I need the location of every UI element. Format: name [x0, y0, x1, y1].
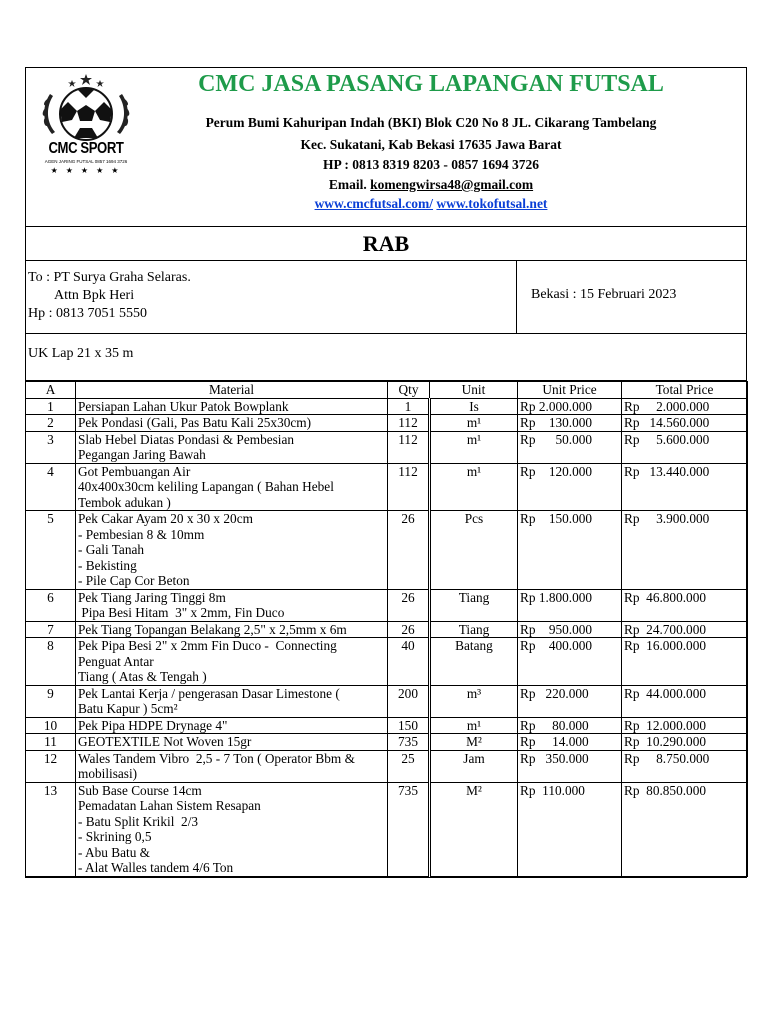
table-header-row [26, 382, 748, 399]
row-total-price: Rp 24.700.000 [622, 621, 748, 638]
material-line: Pek Lantai Kerja / pengerasan Dasar Limestone ( [78, 685, 340, 701]
material-line: - Pile Cap Cor Beton [78, 573, 190, 588]
row-qty: 26 [388, 621, 430, 638]
row-material [76, 782, 388, 876]
material-line: - Alat Walles tandem 4/6 Ton [78, 860, 234, 875]
material-line: Persiapan Lahan Ukur Patok Bowplank [78, 398, 289, 414]
col-material: Material [76, 382, 388, 399]
recipient-hp: Hp : 0813 7051 5550 [28, 306, 147, 321]
rab-table [25, 381, 748, 877]
material-line: Batu Kapur ) 5cm² [78, 701, 178, 716]
row-qty: 150 [388, 717, 430, 734]
row-material [76, 638, 388, 686]
row-qty: 735 [388, 734, 430, 751]
row-qty: 735 [388, 782, 430, 876]
row-material [76, 589, 388, 621]
row-no: 10 [26, 717, 76, 734]
row-total-price: Rp 5.600.000 [622, 431, 748, 463]
material-line: Pegangan Jaring Bawah [78, 447, 206, 462]
email-link[interactable]: komengwirsa48@gmail.com [370, 177, 534, 192]
row-unit: m¹ [430, 717, 518, 734]
table-row [26, 782, 748, 876]
material-line: - Abu Batu & [78, 844, 151, 860]
col-total-price: Total Price [622, 382, 748, 399]
table-row [26, 638, 748, 686]
row-material [76, 750, 388, 782]
row-unit-price: Rp 50.000 [518, 431, 622, 463]
material-line: Pek Cakar Ayam 20 x 30 x 20cm [78, 511, 253, 526]
row-qty: 200 [388, 685, 430, 717]
recipient-attn: Attn Bpk Heri [54, 288, 135, 303]
row-total-price: Rp 14.560.000 [622, 415, 748, 432]
row-unit-price: Rp 400.000 [518, 638, 622, 686]
row-total-price: Rp 10.290.000 [622, 734, 748, 751]
row-total-price: Rp 3.900.000 [622, 511, 748, 590]
table-row [26, 589, 748, 621]
website-link-2[interactable]: www.tokofutsal.net [436, 196, 548, 211]
document-page [25, 67, 747, 878]
row-material [76, 734, 388, 751]
recipient-to: To : PT Surya Graha Selaras. [28, 270, 191, 285]
row-no: 9 [26, 685, 76, 717]
row-qty: 26 [388, 511, 430, 590]
material-line: Pek Tiang Topangan Belakang 2,5" x 2,5mm x 6m [78, 621, 347, 637]
material-line: Tiang ( Atas & Tengah ) [78, 669, 207, 684]
table-row [26, 415, 748, 432]
row-unit: m¹ [430, 463, 518, 511]
row-unit-price: Rp 130.000 [518, 415, 622, 432]
table-row [26, 431, 748, 463]
row-unit-price: Rp 950.000 [518, 621, 622, 638]
row-no: 11 [26, 734, 76, 751]
material-line: - Bekisting [78, 557, 137, 573]
field-size [26, 334, 746, 381]
table-row [26, 463, 748, 511]
row-unit: Is [430, 398, 518, 415]
row-no: 8 [26, 638, 76, 686]
row-unit: m³ [430, 685, 518, 717]
table-row [26, 717, 748, 734]
row-no: 13 [26, 782, 76, 876]
logo-tagline: AGEN JARING FUTSAL 0857 1694 3726 [44, 159, 128, 164]
table-row [26, 621, 748, 638]
row-qty: 26 [388, 589, 430, 621]
table-body [26, 398, 748, 876]
col-no: A [26, 382, 76, 399]
material-line: Slab Hebel Diatas Pondasi & Pembesian [78, 431, 295, 447]
material-line: Pek Pipa Besi 2" x 2mm Fin Duco - Connecting [78, 638, 337, 653]
row-qty: 1 [388, 398, 430, 415]
info-divider [516, 261, 517, 333]
email-label: Email. [328, 177, 367, 192]
row-unit-price: Rp 14.000 [518, 734, 622, 751]
row-unit: Pcs [430, 511, 518, 590]
row-unit: Jam [430, 750, 518, 782]
material-line: Pek Tiang Jaring Tinggi 8m [78, 589, 226, 605]
row-no: 12 [26, 750, 76, 782]
row-unit: Tiang [430, 589, 518, 621]
material-line: Pemadatan Lahan Sistem Resapan [78, 798, 261, 813]
address-line-1: Perum Bumi Kahuripan Indah (BKI) Blok C20 No 8 JL. Cikarang Tambelang [205, 115, 657, 130]
row-qty: 112 [388, 463, 430, 511]
row-material [76, 463, 388, 511]
col-qty: Qty [388, 382, 430, 399]
table-row [26, 734, 748, 751]
row-qty: 112 [388, 415, 430, 432]
row-unit: M² [430, 734, 518, 751]
row-material [76, 511, 388, 590]
row-unit-price: Rp 350.000 [518, 750, 622, 782]
row-unit: m¹ [430, 431, 518, 463]
row-unit-price: Rp 120.000 [518, 463, 622, 511]
material-line: - Gali Tanah [78, 542, 145, 557]
row-material [76, 621, 388, 638]
material-line: Pek Pondasi (Gali, Pas Batu Kali 25x30cm) [78, 415, 312, 430]
row-total-price: Rp 2.000.000 [622, 398, 748, 415]
material-line: Wales Tandem Vibro 2,5 - 7 Ton ( Operator Bbm & [78, 750, 355, 766]
material-line: GEOTEXTILE Not Woven 15gr [78, 734, 252, 749]
material-line: Tembok adukan ) [78, 494, 171, 510]
row-no: 5 [26, 511, 76, 590]
row-material [76, 415, 388, 432]
row-unit: Tiang [430, 621, 518, 638]
website-link-1[interactable]: www.cmcfutsal.com/ [314, 196, 434, 211]
row-unit-price: Rp 220.000 [518, 685, 622, 717]
row-total-price: Rp 13.440.000 [622, 463, 748, 511]
row-total-price: Rp 12.000.000 [622, 717, 748, 734]
row-no: 6 [26, 589, 76, 621]
row-total-price: Rp 16.000.000 [622, 638, 748, 686]
address-line-2: Kec. Sukatani, Kab Bekasi 17635 Jawa Barat [300, 137, 562, 152]
table-row [26, 685, 748, 717]
letterhead [26, 68, 746, 227]
row-unit: Batang [430, 638, 518, 686]
col-unit: Unit [430, 382, 518, 399]
recipient-info [26, 261, 746, 334]
table-row [26, 398, 748, 415]
table-row [26, 511, 748, 590]
row-total-price: Rp 44.000.000 [622, 685, 748, 717]
row-material [76, 431, 388, 463]
logo-brand: CMC SPORT [48, 140, 124, 157]
row-material [76, 717, 388, 734]
col-unit-price: Unit Price [518, 382, 622, 399]
material-line: Pipa Besi Hitam 3" x 2mm, Fin Duco [78, 605, 285, 620]
row-unit-price: Rp 80.000 [518, 717, 622, 734]
material-line: - Batu Split Krikil 2/3 [78, 813, 199, 829]
material-line: Got Pembuangan Air [78, 463, 191, 479]
material-line: Penguat Antar [78, 653, 154, 669]
row-unit: M² [430, 782, 518, 876]
material-line: - Pembesian 8 & 10mm [78, 526, 205, 542]
field-size-text: UK Lap 21 x 35 m [28, 346, 134, 361]
material-line: Sub Base Course 14cm [78, 782, 202, 798]
logo-wordmark [32, 140, 140, 175]
row-no: 4 [26, 463, 76, 511]
row-total-price: Rp 8.750.000 [622, 750, 748, 782]
material-line: Pek Pipa HDPE Drynage 4" [78, 717, 228, 733]
row-unit-price: Rp 110.000 [518, 782, 622, 876]
document-title: RAB [26, 227, 746, 261]
row-unit: m¹ [430, 415, 518, 432]
row-qty: 25 [388, 750, 430, 782]
row-no: 7 [26, 621, 76, 638]
material-line: mobilisasi) [78, 766, 138, 781]
row-material [76, 685, 388, 717]
material-line: 40x400x30cm keliling Lapangan ( Bahan Hebel [78, 479, 334, 494]
row-unit-price: Rp 1.800.000 [518, 589, 622, 621]
email-line [126, 177, 736, 193]
row-qty: 40 [388, 638, 430, 686]
row-unit-price: Rp 150.000 [518, 511, 622, 590]
company-name: CMC JASA PASANG LAPANGAN FUTSAL [198, 71, 664, 97]
table-row [26, 750, 748, 782]
row-unit-price: Rp 2.000.000 [518, 398, 622, 415]
row-no: 1 [26, 398, 76, 415]
row-qty: 112 [388, 431, 430, 463]
row-no: 2 [26, 415, 76, 432]
website-line [126, 196, 736, 212]
row-total-price: Rp 80.850.000 [622, 782, 748, 876]
recipient-block [28, 269, 191, 323]
document-date: Bekasi : 15 Februari 2023 [531, 287, 677, 302]
material-line: - Skrining 0,5 [78, 829, 152, 844]
row-material [76, 398, 388, 415]
phone-line: HP : 0813 8319 8203 - 0857 1694 3726 [323, 157, 539, 172]
logo-stars: ★ ★ ★ ★ ★ [50, 166, 122, 175]
row-total-price: Rp 46.800.000 [622, 589, 748, 621]
row-no: 3 [26, 431, 76, 463]
